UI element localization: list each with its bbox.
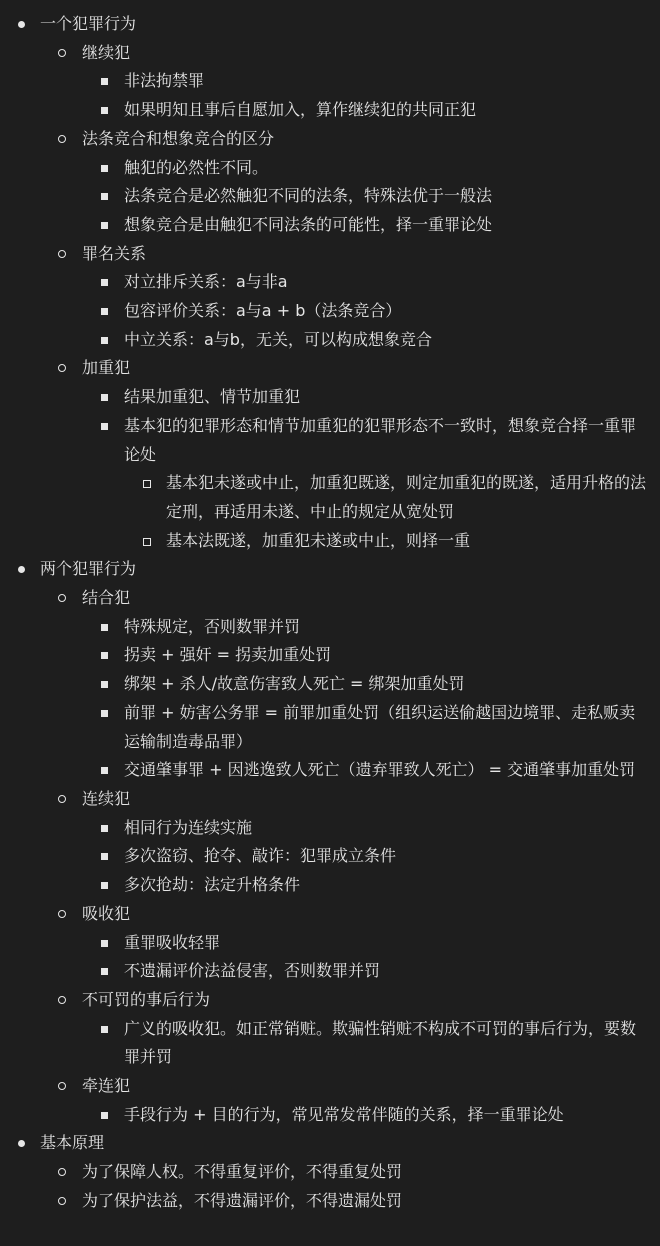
bullet-icon: [124, 527, 164, 556]
list-item-text: 非法拘禁罪: [124, 71, 205, 91]
sublist: [82, 814, 660, 900]
square-bullet-icon: [101, 853, 108, 860]
circle-bullet-icon: [58, 910, 66, 918]
square-bullet-icon: [101, 1026, 108, 1033]
bullet-icon: [40, 1072, 80, 1101]
list-item-text: 手段行为 + 目的行为，常见常发常伴随的关系，择一重罪论处: [124, 1104, 564, 1124]
list-item: [82, 268, 660, 297]
circle-bullet-icon: [58, 1168, 66, 1176]
bullet-icon: [82, 957, 122, 986]
sublist: [82, 929, 660, 986]
list-item: [82, 67, 660, 96]
disc-bullet-icon: [18, 1140, 25, 1147]
list-item-text: 拐卖 + 强奸 = 拐卖加重处罚: [124, 645, 332, 665]
list-item-text: 为了保护法益，不得遗漏评价，不得遗漏处罚: [82, 1190, 403, 1210]
list-item: [40, 354, 660, 555]
list-item-text: 加重犯: [82, 358, 131, 378]
bullet-icon: [82, 211, 122, 240]
circle-bullet-icon: [58, 49, 66, 57]
list-item-text: 触犯的必然性不同。: [124, 157, 269, 177]
list-item: [124, 469, 660, 526]
hollow-square-bullet-icon: [143, 538, 151, 546]
list-item: [82, 756, 660, 785]
bullet-icon: [40, 125, 80, 154]
list-item-text: 特殊规定，否则数罪并罚: [124, 616, 301, 636]
bullet-icon: [82, 297, 122, 326]
bullet-icon: [40, 39, 80, 68]
list-item: [82, 1101, 660, 1130]
bullet-icon: [82, 268, 122, 297]
list-item: [82, 211, 660, 240]
sublist: [82, 613, 660, 785]
bullet-icon: [0, 555, 40, 584]
list-item: [40, 986, 660, 1072]
circle-bullet-icon: [58, 135, 66, 143]
list-item-text: 结合犯: [82, 588, 131, 608]
bullet-icon: [40, 986, 80, 1015]
list-item-text: 为了保障人权。不得重复评价，不得重复处罚: [82, 1162, 403, 1182]
list-item-text: 相同行为连续实施: [124, 817, 253, 837]
list-item: [40, 125, 660, 240]
bullet-icon: [82, 182, 122, 211]
bullet-icon: [82, 154, 122, 183]
hollow-square-bullet-icon: [143, 480, 151, 488]
list-item-text: 继续犯: [82, 42, 131, 62]
bullet-icon: [82, 1015, 122, 1044]
list-item: [82, 297, 660, 326]
sublist: [40, 584, 660, 1129]
list-item: [82, 154, 660, 183]
circle-bullet-icon: [58, 250, 66, 258]
bullet-icon: [82, 756, 122, 785]
circle-bullet-icon: [58, 795, 66, 803]
square-bullet-icon: [101, 337, 108, 344]
square-bullet-icon: [101, 968, 108, 975]
list-item: [40, 39, 660, 125]
square-bullet-icon: [101, 78, 108, 85]
list-item: [82, 929, 660, 958]
list-item-text: 基本犯未遂或中止，加重犯既遂，则定加重犯的既遂，适用升格的法定刑，再适用未遂、中止的规定从宽处罚: [166, 473, 647, 521]
bullet-icon: [40, 785, 80, 814]
bullet-icon: [82, 326, 122, 355]
bullet-icon: [82, 929, 122, 958]
bullet-icon: [40, 1158, 80, 1187]
bullet-icon: [40, 354, 80, 383]
square-bullet-icon: [101, 165, 108, 172]
list-item-text: 法条竞合和想象竞合的区分: [82, 128, 275, 148]
list-item-text: 牵连犯: [82, 1076, 131, 1096]
sublist: [82, 154, 660, 240]
circle-bullet-icon: [58, 1082, 66, 1090]
list-item: [124, 527, 660, 556]
list-item-text: 绑架 + 杀人/故意伤害致人死亡 = 绑架加重处罚: [124, 674, 465, 694]
list-item: [40, 584, 660, 785]
list-item: [40, 785, 660, 900]
list-item: [82, 96, 660, 125]
disc-bullet-icon: [18, 566, 25, 573]
list-item: [82, 670, 660, 699]
bullet-icon: [82, 814, 122, 843]
list-item-text: 中立关系：a与b，无关，可以构成想象竞合: [124, 329, 432, 349]
bullet-icon: [40, 240, 80, 269]
list-item: [40, 1072, 660, 1129]
list-item-text: 结果加重犯、情节加重犯: [124, 387, 301, 407]
circle-bullet-icon: [58, 1197, 66, 1205]
circle-bullet-icon: [58, 594, 66, 602]
disc-bullet-icon: [18, 21, 25, 28]
list-item: [82, 814, 660, 843]
square-bullet-icon: [101, 681, 108, 688]
list-item-text: 不遗漏评价法益侵害，否则数罪并罚: [124, 961, 381, 981]
list-item: [82, 412, 660, 556]
list-item-text: 基本原理: [40, 1133, 105, 1153]
list-item: [82, 613, 660, 642]
sublist: [82, 383, 660, 555]
sublist: [82, 67, 660, 124]
list-item: [82, 842, 660, 871]
list-item-text: 法条竞合是必然触犯不同的法条，特殊法优于一般法: [124, 186, 493, 206]
bullet-icon: [82, 383, 122, 412]
list-item-text: 广义的吸收犯。如正常销赃。欺骗性销赃不构成不可罚的事后行为，要数罪并罚: [124, 1018, 637, 1067]
list-item: [82, 871, 660, 900]
square-bullet-icon: [101, 1112, 108, 1119]
square-bullet-icon: [101, 279, 108, 286]
list-item-text: 基本犯的犯罪形态和情节加重犯的犯罪形态不一致时，想象竞合择一重罪论处: [124, 415, 637, 464]
list-item-text: 对立排斥关系：a与非a: [124, 272, 288, 292]
list-item: [82, 699, 660, 756]
square-bullet-icon: [101, 652, 108, 659]
list-item: [0, 1129, 660, 1215]
square-bullet-icon: [101, 825, 108, 832]
bullet-icon: [40, 584, 80, 613]
square-bullet-icon: [101, 423, 108, 430]
list-item-text: 连续犯: [82, 788, 131, 808]
list-item-text: 基本法既遂，加重犯未遂或中止，则择一重: [166, 530, 471, 550]
list-item: [82, 326, 660, 355]
list-item: [82, 383, 660, 412]
square-bullet-icon: [101, 308, 108, 315]
bullet-icon: [82, 641, 122, 670]
bullet-icon: [40, 1187, 80, 1216]
bullet-icon: [124, 469, 164, 498]
list-item-text: 吸收犯: [82, 903, 131, 923]
sublist: [82, 268, 660, 354]
square-bullet-icon: [101, 193, 108, 200]
list-item-text: 一个犯罪行为: [40, 14, 137, 33]
bullet-icon: [82, 96, 122, 125]
bullet-icon: [40, 900, 80, 929]
bullet-icon: [0, 1129, 40, 1158]
sublist: [82, 1015, 660, 1072]
list-item-text: 两个犯罪行为: [40, 559, 137, 579]
list-item: [82, 182, 660, 211]
sublist: [40, 1158, 660, 1215]
square-bullet-icon: [101, 710, 108, 717]
list-item: [40, 1158, 660, 1187]
sublist: [40, 39, 660, 556]
bullet-icon: [82, 67, 122, 96]
list-item-text: 罪名关系: [82, 243, 147, 263]
square-bullet-icon: [101, 767, 108, 774]
list-item-text: 想象竞合是由触犯不同法条的可能性，择一重罪论处: [124, 214, 493, 234]
sublist: [82, 1101, 660, 1130]
list-item-text: 包容评价关系：a与a + b（法条竞合）: [124, 301, 402, 321]
square-bullet-icon: [101, 882, 108, 889]
square-bullet-icon: [101, 940, 108, 947]
square-bullet-icon: [101, 107, 108, 114]
bullet-icon: [82, 412, 122, 441]
bullet-icon: [82, 699, 122, 728]
bullet-icon: [82, 871, 122, 900]
square-bullet-icon: [101, 222, 108, 229]
list-item-text: 如果明知且事后自愿加入，算作继续犯的共同正犯: [124, 100, 477, 120]
circle-bullet-icon: [58, 364, 66, 372]
outline-root: [0, 10, 660, 1216]
list-item-text: 多次盗窃、抢夺、敲诈：犯罪成立条件: [124, 846, 397, 866]
bullet-icon: [82, 1101, 122, 1130]
bullet-icon: [0, 10, 40, 39]
list-item-text: 多次抢劫：法定升格条件: [124, 875, 301, 895]
sublist: [124, 469, 660, 555]
list-item: [82, 1015, 660, 1072]
list-item: [82, 641, 660, 670]
list-item: [0, 10, 660, 555]
list-item: [40, 1187, 660, 1216]
circle-bullet-icon: [58, 996, 66, 1004]
bullet-icon: [82, 613, 122, 642]
list-item-text: 交通肇事罪 + 因逃逸致人死亡（遗弃罪致人死亡） = 交通肇事加重处罚: [124, 760, 636, 780]
square-bullet-icon: [101, 624, 108, 631]
bullet-icon: [82, 670, 122, 699]
list-item: [40, 240, 660, 355]
list-item: [40, 900, 660, 986]
bullet-icon: [82, 842, 122, 871]
list-item-text: 重罪吸收轻罪: [124, 932, 221, 952]
list-item: [82, 957, 660, 986]
list-item-text: 前罪 + 妨害公务罪 = 前罪加重处罚（组织运送偷越国边境罪、走私贩卖运输制造毒品罪）: [124, 702, 636, 751]
list-item: [0, 555, 660, 1129]
square-bullet-icon: [101, 394, 108, 401]
list-item-text: 不可罚的事后行为: [82, 989, 211, 1009]
